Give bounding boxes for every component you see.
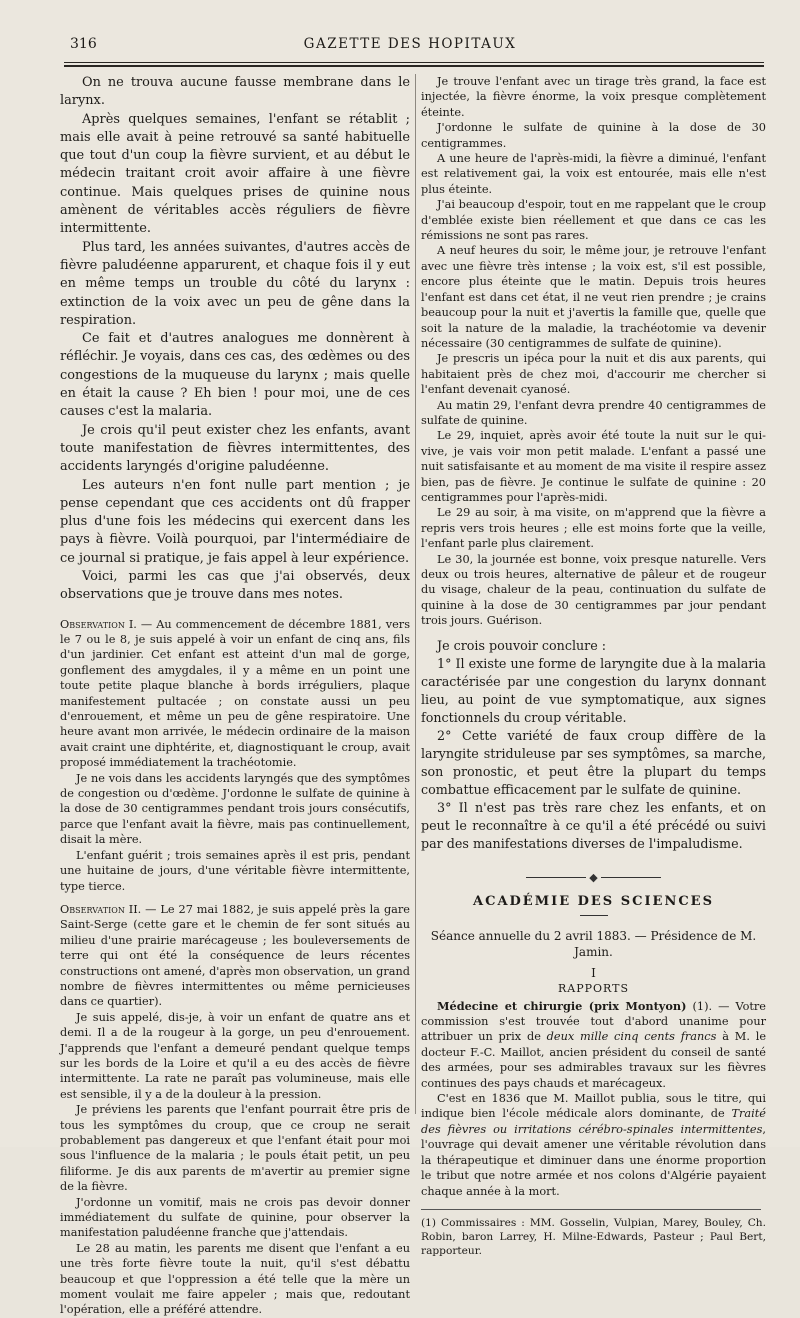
observation-paragraph: Au matin 29, l'enfant devra prendre 40 centigrammes de sulfate de quinine.: [421, 398, 766, 427]
section-title: ACADÉMIE DES SCIENCES: [473, 893, 714, 909]
journal-title: GAZETTE DES HOPITAUX: [303, 36, 517, 52]
observation-label: Observation I.: [60, 617, 137, 631]
observation-1: [60, 617, 410, 894]
observation-paragraph: Je suis appelé, dis-je, à voir un enfant de quatre ans et demi. Il a de la rougeur à la gorge, un peu d'enrouement. J'apprends que l'enfant a demeuré pendant quelque temps sur les bords de la Loire et qu'il a eu des accès de fièvre intermittente. La rate ne paraît pas volumineuse, mais elle est sensible, il y a de la douleur à la pression.: [60, 1010, 410, 1101]
page-header: [60, 36, 760, 58]
observation-paragraph: Le 30, la journée est bonne, voix presque naturelle. Vers deux ou trois heures, alternative de pâleur et de rougeur du visage, chaleur de la peau, continuation du sulfate de quinine à la dose de 30 centigrammes par jour pendant trois jours. Guérison.: [421, 552, 766, 628]
header-rule: [64, 62, 764, 63]
observation-text: — Le 27 mai 1882, je suis appelé près la gare Saint-Serge (cette gare et le chemin de fer sont situés au milieu d'une prairie marécageuse ; les bouleversements de terre qui ont été la conséquence de leurs récentes constructions ont amené, d'après mon observation, un grand nombre de fièvres intermittentes ou même pernicieuses dans ce quartier).: [60, 902, 410, 1009]
observation-paragraph: A une heure de l'après-midi, la fièvre a diminué, l'enfant est relativement gai, la voix est entourée, mais elle n'est plus éteinte.: [421, 152, 766, 196]
spacer: [421, 629, 766, 637]
observation-paragraph: J'ai beaucoup d'espoir, tout en me rappelant que le croup d'emblée existe bien réellement et que dans ce cas les rémissions ne sont pas rares.: [421, 198, 766, 243]
observation-paragraph: Je préviens les parents que l'enfant pourrait être pris de tous les symptômes du croup, que ce croup ne serait probablement pas dangereux et que l'enfant était pour moi sous l'influence de la malaria ; le pouls était petit, un peu filiforme. Je dis aux parents de m'avertir au premier signe de la fièvre.: [60, 1103, 410, 1194]
observation-paragraph: L'enfant guérit ; trois semaines après il est pris, pendant une huitaine de jours, d'une véritable fièvre intermittente, type tierce.: [60, 848, 410, 893]
paragraph: Après quelques semaines, l'enfant se rétablit ; mais elle avait à peine retrouvé sa santé habituelle que tout d'un coup la fièvre survient, et au début le médecin traitant croit avoir affaire à une fièvre continue. Mais quelques prises de quinine nous amènent de véritables accès réguliers de fièvre intermittente.: [60, 111, 410, 237]
observation-paragraph: [60, 617, 410, 771]
paragraph: Je crois qu'il peut exister chez les enfants, avant toute manifestation de fièvres intermittentes, des accidents laryngés d'origine paludéenne.: [60, 422, 410, 475]
spacer: [60, 605, 410, 617]
prize-paragraph: [421, 999, 766, 1091]
book-title: Traité des fièvres ou irritations cérébro-spinales intermittentes: [421, 1107, 766, 1136]
paragraph: Les auteurs n'en font nulle part mention ; je pense cependant que ces accidents ont dû frapper plus d'une fois les médecins qui exercent dans les pays à fièvre. Voilà pourquoi, par l'intermédiaire de ce journal si pratique, je fais appel à leur expérience.: [60, 477, 410, 566]
prize-amount: deux mille cinq cents francs: [546, 1030, 717, 1044]
short-rule: [580, 915, 608, 916]
section-ornament: ◆: [421, 871, 766, 884]
prize-text: , l'ouvrage qui devait amener une véritable révolution dans la thérapeutique et diminuer dans une énorme proportion le tribut que notre armée et nos colons d'Algérie payaient chaque année à la mort.: [421, 1122, 766, 1198]
observation-paragraph: J'ordonne le sulfate de quinine à la dose de 30 centigrammes.: [421, 121, 766, 150]
observation-paragraph: Le 28 au matin, les parents me disent que l'enfant a eu une très forte fièvre toute la nuit, qu'il s'est débattu beaucoup et que l'oppression a été telle que la mère un moment voulait me faire appeler ; mais que, redoutant l'opération, elle a préféré attendre.: [60, 1241, 410, 1317]
observation-2-continued: [421, 74, 766, 629]
footnote-rule: [421, 1209, 761, 1210]
conclusion-item: 2° Cette variété de faux croup diffère de la laryngite striduleuse par ses symptômes, sa marche, son pronostic, et peut être la plupart du temps combattue efficacement par le sulfate de quinine.: [421, 727, 766, 797]
prize-text: (1). — Votre commission s'est trouvée tout d'abord unanime pour attribuer un prix de: [421, 999, 766, 1044]
prize-text: C'est en 1836 que M. Maillot publia, sous le titre, qui indique bien l'école médicale alors dominante, de: [421, 1092, 766, 1121]
observation-text: — Au commencement de décembre 1881, vers le 7 ou le 8, je suis appelé à voir un enfant de cinq ans, fils d'un jardinier. Cet enfant est atteint d'un mal de gorge, gonflement des amygdales, il y a même en un point une toute petite plaque blanche à bords irréguliers, plaque manifestement pultacée ; on constate aussi un peu d'enrouement, et même un peu de gêne respiratoire. Une heure avant mon arrivée, le médecin ordinaire de la maison avait craint une diphtérite, et, diagnostiquant le croup, avait proposé immédiatement la trachéotomie.: [60, 617, 410, 770]
header-rule-thick: [64, 65, 764, 67]
subheading: RAPPORTS: [557, 981, 629, 995]
footnote: (1) Commissaires : MM. Gosselin, Vulpian, Marey, Bouley, Ch. Robin, baron Larrey, H. Milne-Edwards, Pasteur ; Paul Bert, rapporteur.: [421, 1216, 766, 1257]
observation-paragraph: Le 29, inquiet, après avoir été toute la nuit sur le qui-vive, je vais voir mon petit malade. L'enfant a passé une nuit satisfaisante et au moment de ma visite il respire assez bien, pas de fièvre. Je continue le sulfate de quinine : 20 centigrammes pour l'après-midi.: [421, 429, 766, 504]
paragraph: Voici, parmi les cas que j'ai observés, deux observations que je trouve dans mes notes.: [60, 569, 410, 603]
conclusions: [421, 637, 766, 853]
observation-paragraph: [60, 902, 410, 1010]
observation-paragraph: Je trouve l'enfant avec un tirage très grand, la face est injectée, la fièvre énorme, la voix presque complètement éteinte.: [421, 75, 766, 119]
prize-paragraph: [421, 1091, 766, 1199]
paragraph: Ce fait et d'autres analogues me donnèrent à réfléchir. Je voyais, dans ces cas, des œdèmes ou des congestions de la muqueuse du larynx ; mais quelle en était la cause ? Eh bien ! pour moi, une de ces causes c'est la malaria.: [60, 331, 410, 420]
right-column: [421, 74, 766, 1258]
observation-paragraph: Je ne vois dans les accidents laryngés que des symptômes de congestion ou d'œdème. J'ordonne le sulfate de quinine à la dose de 30 centigrammes pendant trois jours consécutifs, parce que l'enfant avait la fièvre, mais pas continuellement, disait la mère.: [60, 771, 410, 847]
academy-body: [421, 999, 766, 1258]
column-divider: [415, 74, 416, 1114]
paragraph: On ne trouva aucune fausse membrane dans le larynx.: [60, 75, 410, 109]
session-line: Séance annuelle du 2 avril 1883. — Présidence de M. Jamin.: [430, 928, 757, 959]
left-column: [60, 74, 410, 1318]
prize-text: à M. le docteur F.-C. Maillot, ancien président du conseil de santé des armées, pour ses admirables travaux sur les fièvres continues des pays chauds et marécageux.: [421, 1030, 767, 1090]
conclusion-intro: Je crois pouvoir conclure :: [437, 637, 607, 653]
observation-paragraph: Je prescris un ipéca pour la nuit et dis aux parents, qui habitaient près de chez moi, d'accourir me chercher si l'enfant devenait cyanosé.: [421, 352, 766, 397]
page-number: 316: [70, 36, 97, 52]
conclusion-item: 1° Il existe une forme de laryngite due à la malaria caractérisée par une congestion du larynx donnant lieu, au point de vue symptomatique, aux signes fonctionnels du croup véritable.: [421, 655, 766, 725]
spacer: [60, 894, 410, 902]
observation-paragraph: Le 29 au soir, à ma visite, on m'apprend que la fièvre a repris vers trois heures ; elle est moins forte que la veille, l'enfant parle plus clairement.: [421, 506, 766, 551]
conclusion-item: 3° Il n'est pas très rare chez les enfants, et on peut le reconnaître à ce qu'il a été précédé ou suivi par des manifestations diverses de l'impaludisme.: [421, 799, 766, 851]
observation-2: [60, 902, 410, 1318]
article-body: [60, 74, 410, 605]
roman-numeral: I: [591, 965, 596, 980]
observation-paragraph: J'ordonne un vomitif, mais ne crois pas devoir donner immédiatement du sulfate de quinine, pour observer la manifestation paludéenne franche que j'attendais.: [60, 1195, 410, 1240]
observation-label: Observation II.: [60, 902, 142, 916]
prize-title: Médecine et chirurgie (prix Montyon): [437, 998, 687, 1013]
observation-paragraph: A neuf heures du soir, le même jour, je retrouve l'enfant avec une fièvre très intense ; la voix est, s'il est possible, encore plus éteinte que le matin. Depuis trois heures l'enfant est dans cet état, il ne veut rien prendre ; je crains beaucoup pour la nuit et j'avertis la famille que, quelle que soit la nature de la maladie, la trachéotomie va devenir nécessaire (30 centigrammes de sulfate de quinine).: [421, 244, 766, 350]
paragraph: Plus tard, les années suivantes, d'autres accès de fièvre paludéenne apparurent, et chaque fois il y eut en même temps un trouble du côté du larynx : extinction de la voix avec un peu de gêne dans la respiration.: [60, 239, 410, 328]
